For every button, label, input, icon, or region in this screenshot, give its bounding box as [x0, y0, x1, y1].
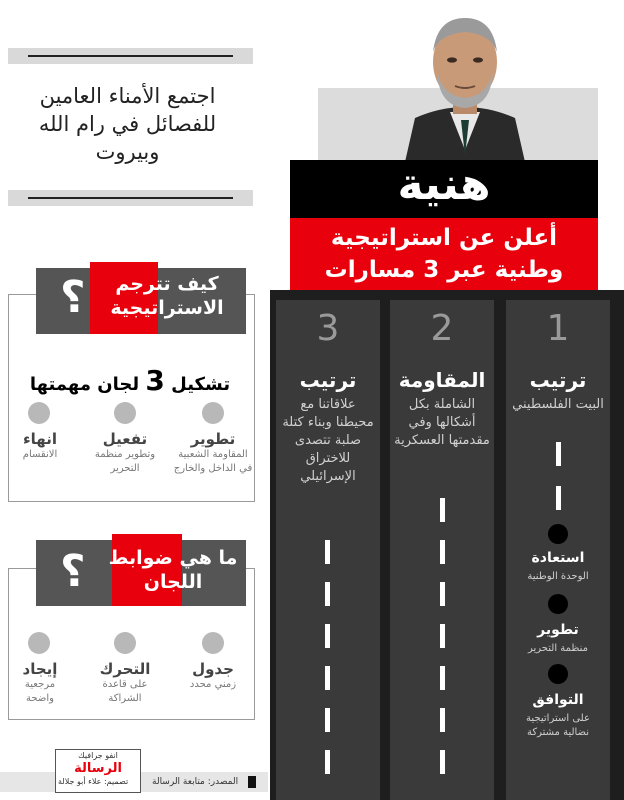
lane-marking [556, 442, 561, 466]
panel-2-header: ما هي ضوابط اللجان [108, 547, 238, 593]
panel-2-item-3-title: إيجاد [22, 660, 58, 678]
panel-2-item-1-sub: زمني محدد [189, 679, 237, 690]
panel-1-item-1-title: تطوير [190, 430, 236, 448]
lane-marking [440, 498, 445, 522]
panel-1-item-3-title: انهاء [23, 430, 57, 448]
milestone-dot [548, 664, 568, 684]
milestone-1-sub: الوحدة الوطنية [527, 571, 589, 582]
lane-marking [440, 666, 445, 690]
lane-marking [325, 666, 330, 690]
question-mark-icon: ؟ [60, 272, 86, 323]
panel-2-item-1-title: جدول [192, 660, 234, 678]
lane-2-body: الشاملة بكل أشكالها وفي مقدمتها العسكرية [394, 397, 490, 448]
milestone-1-title: استعادة [531, 550, 585, 566]
lane-marking [440, 582, 445, 606]
top-divider [8, 48, 253, 64]
lane-3-body: علاقاتنا مع محيطنا وبناء كتلة صلبة تتصدى للاختراق الإسرائيلي [282, 397, 374, 484]
panel-2-item-2-title: التحرك [99, 660, 151, 678]
logo-top-text: انفو جرافيك [78, 751, 118, 760]
lane-marking [440, 750, 445, 774]
milestone-dot [548, 594, 568, 614]
milestone-dot [548, 524, 568, 544]
lane-1-body: البيت الفلسطيني [512, 397, 604, 412]
footer-marker [248, 776, 256, 788]
panel-1-item-1-sub: المقاومة الشعبية في الداخل والخارج [173, 449, 253, 474]
lane-1-number: 1 [546, 308, 570, 349]
headline-subtitle: أعلن عن استراتيجية وطنية عبر 3 مسارات [324, 225, 564, 283]
milestone-2-title: تطوير [537, 622, 579, 638]
lane-marking [440, 624, 445, 648]
bullet-dot [28, 402, 50, 424]
lane-marking [325, 582, 330, 606]
milestone-3-title: التوافق [532, 692, 584, 708]
lane-marking [325, 750, 330, 774]
bullet-dot [114, 402, 136, 424]
question-mark-icon: ؟ [60, 546, 86, 597]
meeting-text: اجتمع الأمناء العامين للفصائل في رام الله وبيروت [38, 84, 217, 164]
lane-3-number: 3 [316, 308, 340, 349]
logo-name: الرسالة [74, 761, 122, 776]
footer-source: المصدر: متابعة الرسالة [152, 777, 239, 787]
milestone-2-sub: منظمة التحرير [527, 643, 588, 654]
panel-1-title: تشكيل 3 لجان مهمتها [29, 364, 231, 397]
panel-2-item-3-sub: مرجعية واضحة [24, 679, 56, 704]
milestone-3-sub: على استراتيجية نضالية مشتركة [526, 713, 590, 738]
lane-marking [325, 540, 330, 564]
panel-1-item-2-sub: وتطوير منظمة التحرير [94, 449, 156, 474]
portrait-image [375, 0, 555, 162]
lane-marking [440, 708, 445, 732]
headline-name: هنية [397, 159, 491, 210]
lane-marking [556, 486, 561, 510]
lane-1-title: ترتيب [529, 368, 587, 392]
bottom-divider [8, 190, 253, 206]
bullet-dot [28, 632, 50, 654]
footer-design: تصميم: علاء أبو جلالة [58, 777, 129, 786]
bullet-dot [202, 402, 224, 424]
lane-2-title: المقاومة [398, 368, 486, 392]
bullet-dot [114, 632, 136, 654]
lane-3-title: ترتيب [299, 368, 357, 392]
lane-marking [325, 708, 330, 732]
panel-1-header: كيف تترجم الاستراتيجية [110, 273, 224, 319]
panel-1-item-3-sub: الانقسام [22, 449, 58, 460]
lane-2-number: 2 [430, 308, 454, 349]
lane-marking [325, 624, 330, 648]
lane-marking [440, 540, 445, 564]
panel-1-item-2-title: تفعيل [102, 430, 148, 448]
bullet-dot [202, 632, 224, 654]
panel-2-item-2-sub: على قاعدة الشراكة [102, 679, 148, 704]
